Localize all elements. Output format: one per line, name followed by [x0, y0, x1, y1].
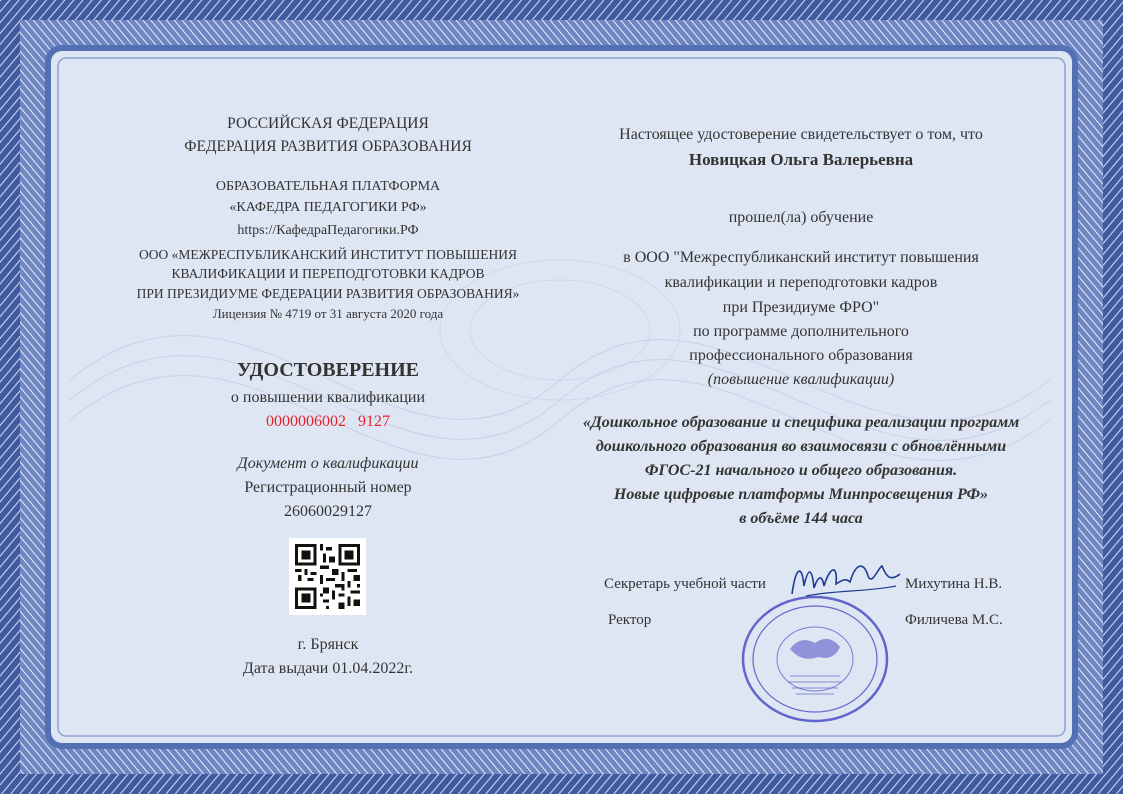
org-line-2: ФЕДЕРАЦИЯ РАЗВИТИЯ ОБРАЗОВАНИЯ: [184, 138, 472, 155]
secretary-label: Секретарь учебной части: [604, 576, 766, 592]
issue-date: Дата выдачи 01.04.2022г.: [242, 660, 414, 677]
qr-code: [289, 538, 366, 615]
rector-label: Ректор: [608, 612, 652, 628]
institute-line-1: в ООО "Межреспубликанский институт повышения: [623, 249, 979, 266]
org-line-1: РОССИЙСКАЯ ФЕДЕРАЦИЯ: [227, 115, 429, 132]
reg-number: 26060029127: [284, 503, 372, 520]
program-line-1: по программе дополнительного: [693, 323, 909, 340]
doc-number: 0000006002 9127: [266, 413, 390, 430]
course-line-2: дошкольного образования во взаимосвязи с обновлёнными: [595, 438, 1007, 455]
signature-image: [786, 556, 906, 606]
course-line-3: ФГОС-21 начального и общего образования.: [644, 462, 958, 479]
recipient-name: Новицкая Ольга Валерьевна: [688, 150, 914, 169]
completed-text: прошел(ла) обучение: [728, 209, 874, 226]
secretary-name: Михутина Н.В.: [905, 576, 1003, 592]
reg-number-label: Регистрационный номер: [244, 479, 412, 496]
course-line-1: «Дошкольное образование и специфика реализации программ: [582, 414, 1020, 431]
institute-line-2: КВАЛИФИКАЦИИ И ПЕРЕПОДГОТОВКИ КАДРОВ: [171, 266, 485, 281]
intro-text: Настоящее удостоверение свидетельствует о том, что: [619, 126, 983, 143]
rector-name: Филичева М.С.: [905, 612, 1003, 628]
platform-line-1: ОБРАЗОВАТЕЛЬНАЯ ПЛАТФОРМА: [215, 179, 441, 194]
program-line-2: профессионального образования: [689, 347, 913, 364]
institute-line-2: квалификации и переподготовки кадров: [664, 274, 938, 291]
program-type: (повышение квалификации): [707, 371, 895, 388]
platform-line-2: «КАФЕДРА ПЕДАГОГИКИ РФ»: [229, 200, 427, 215]
license: Лицензия № 4719 от 31 августа 2020 года: [212, 306, 444, 321]
course-line-4: Новые цифровые платформы Минпросвещения РФ»: [613, 486, 989, 503]
institute-line-3: ПРИ ПРЕЗИДИУМЕ ФЕДЕРАЦИИ РАЗВИТИЯ ОБРАЗОВАНИЯ»: [136, 286, 520, 301]
institute-line-1: ООО «МЕЖРЕСПУБЛИКАНСКИЙ ИНСТИТУТ ПОВЫШЕНИЯ: [138, 247, 518, 262]
official-stamp: [740, 594, 890, 724]
course-hours: в объёме 144 часа: [739, 510, 863, 527]
qualification-doc-label: Документ о квалификации: [237, 455, 419, 472]
institute-line-3: при Президиуме ФРО": [722, 299, 880, 316]
platform-url: https://КафедраПедагогики.РФ: [237, 223, 419, 238]
doc-title: УДОСТОВЕРЕНИЕ: [237, 359, 419, 381]
doc-subtitle: о повышении квалификации: [230, 389, 426, 406]
city: г. Брянск: [297, 636, 359, 653]
